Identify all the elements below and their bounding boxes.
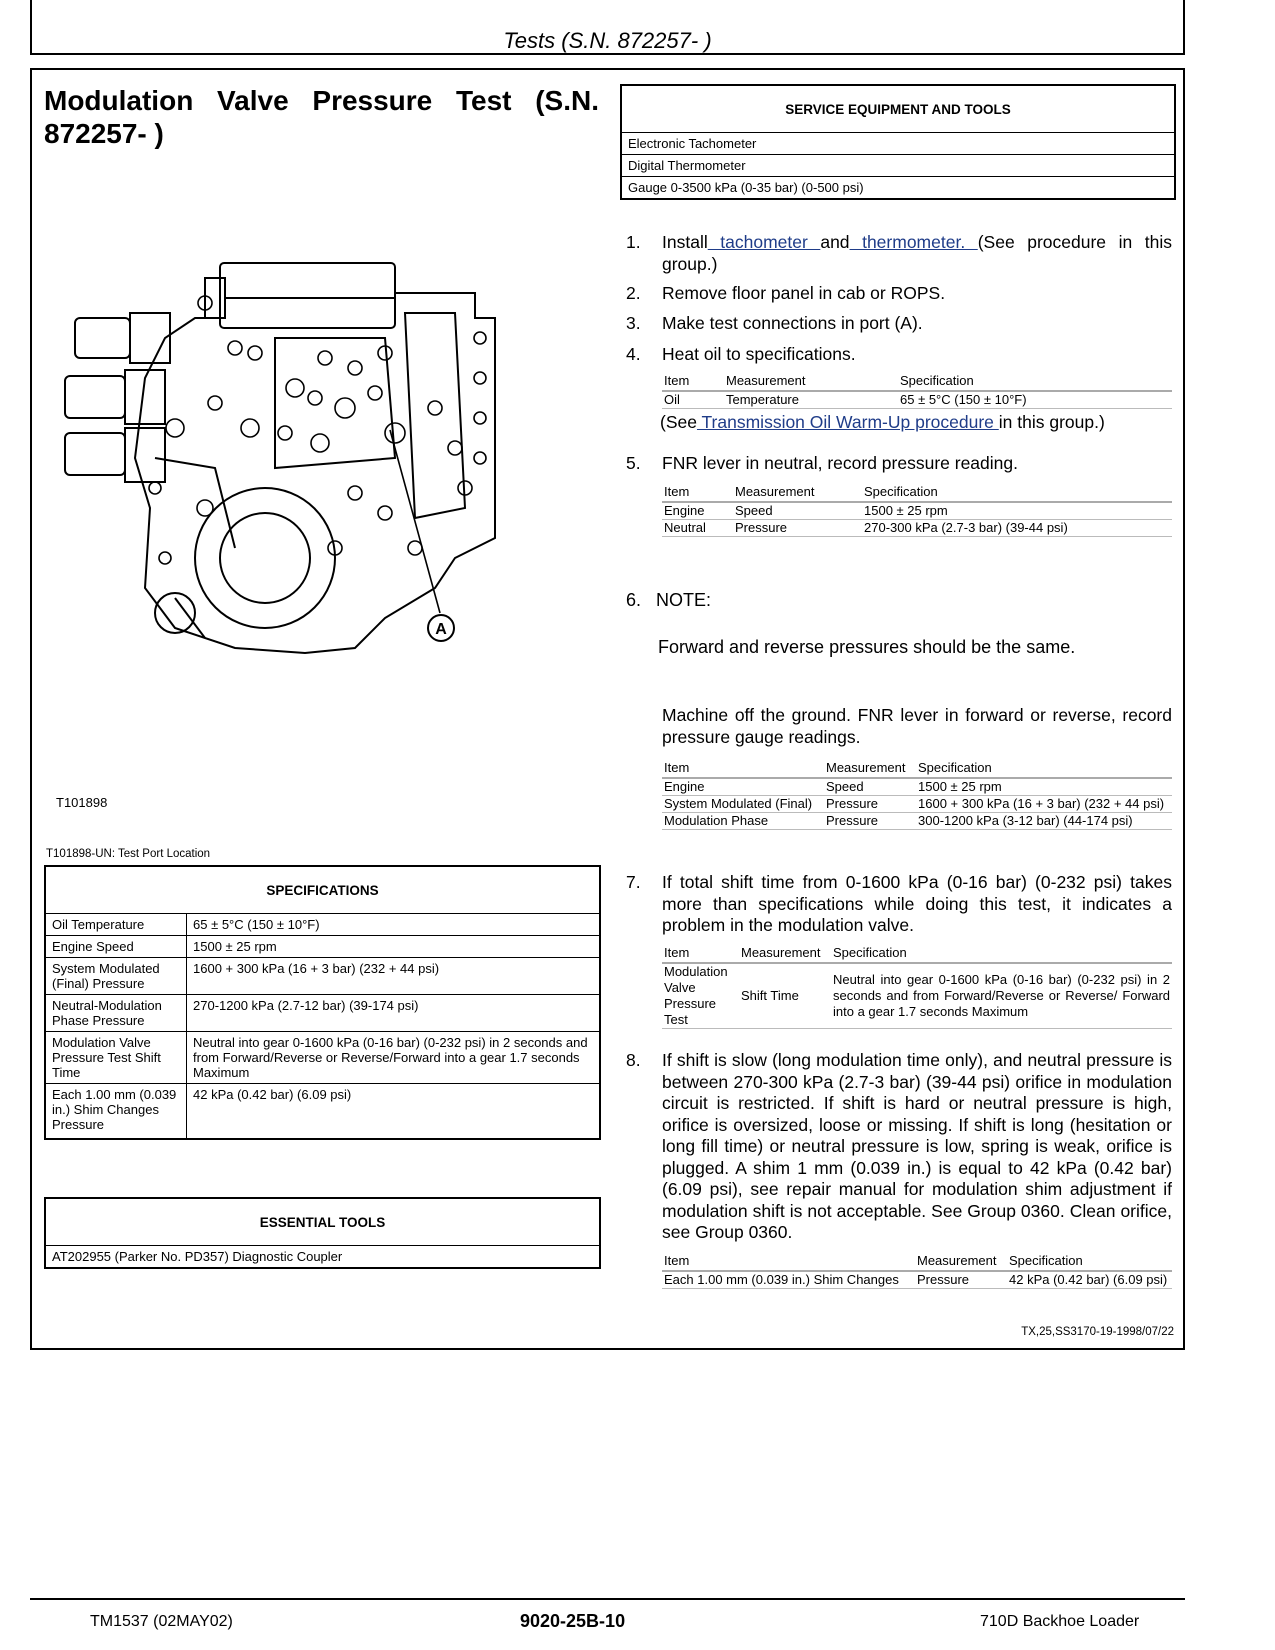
step-1	[626, 232, 1172, 275]
step-7	[626, 872, 1172, 937]
step-text: (See procedure in this group.)	[662, 232, 1172, 274]
valve-body-illustration	[55, 258, 525, 698]
step-number: 5.	[626, 453, 641, 473]
table-cell: 270-300 kPa (2.7-3 bar) (39-44 psi)	[864, 520, 1068, 535]
document-reference: TX,25,SS3170-19-1998/07/22	[1021, 1326, 1174, 1338]
spec-item: Engine Speed	[45, 936, 187, 958]
reference-text: (See	[660, 412, 697, 432]
table-cell: Shift Time	[741, 988, 799, 1003]
reference-text: in this group.)	[998, 412, 1105, 432]
step-number: 3.	[626, 313, 641, 333]
step-2	[626, 283, 1172, 305]
footer-page-number: 9020-25B-10	[520, 1611, 626, 1631]
col-header: Item	[664, 760, 690, 775]
col-header: Measurement	[917, 1253, 997, 1268]
spec-value: 1500 ± 25 rpm	[187, 936, 601, 958]
step-5	[626, 453, 1172, 475]
table-cell: Modulation Valve Pressure Test	[664, 964, 728, 1027]
col-header: Measurement	[735, 484, 815, 499]
table-cell: 65 ± 5°C (150 ± 10°F)	[900, 392, 1027, 407]
table-cell: Neutral	[664, 520, 706, 535]
col-header: Specification	[1009, 1253, 1083, 1268]
footer-machine-model: 710D Backhoe Loader	[980, 1613, 1140, 1630]
step-4	[626, 344, 1172, 366]
step-6-body	[626, 705, 1172, 748]
oil-temp-spec-table	[662, 373, 1172, 409]
step-text: FNR lever in neutral, record pressure reading.	[662, 453, 1018, 473]
service-tool-item: Electronic Tachometer	[621, 133, 1175, 155]
step-text: Heat oil to specifications.	[662, 344, 856, 364]
col-header: Item	[664, 945, 690, 960]
modulated-pressure-spec-table	[662, 760, 1172, 830]
spec-item: System Modulated (Final) Pressure	[45, 958, 187, 995]
spec-value: Neutral into gear 0-1600 kPa (0-16 bar) (0-232 psi) in 2 seconds and from Forward/Reverse or Reverse/Forward into a gear 1.7 seconds Maximum	[187, 1032, 601, 1084]
table-cell: Speed	[735, 503, 773, 518]
essential-tools-table	[44, 1197, 601, 1269]
table-cell: Pressure	[826, 796, 879, 811]
step-text: Install	[662, 232, 708, 252]
col-header: Item	[664, 484, 690, 499]
col-header: Specification	[900, 373, 974, 388]
step-text: If shift is slow (long modulation time only), and neutral pressure is between 270-300 kPa (2.7-3 bar) (39-44 psi) orifice in modulation circuit is restricted. If shift is hard or neutral pressure is high, orifice is oversized, loose or missing. If shift is long (hesitation or long fill time) or neutral pressure is low, spring is weak, orifice is plugged. A shim 1 mm (0.039 in.) is equal to 42 kPa (0.42 bar) (6.09 psi), see repair manual for modulation shim adjustment if modulation shift is not acceptable. See Group 0360. Clean orifice, see Group 0360.	[662, 1050, 1172, 1242]
table-cell: Each 1.00 mm (0.039 in.) Shim Changes	[664, 1272, 899, 1287]
step-number: 8.	[626, 1050, 641, 1070]
spec-value: 270-1200 kPa (2.7-12 bar) (39-174 psi)	[187, 995, 601, 1032]
table-cell: 1500 ± 25 rpm	[864, 503, 948, 518]
service-tool-item: Gauge 0-3500 kPa (0-35 bar) (0-500 psi)	[621, 177, 1175, 200]
step-number: 1.	[626, 232, 641, 252]
footer-manual-id: TM1537 (02MAY02)	[90, 1613, 233, 1630]
step-text: If total shift time from 0-1600 kPa (0-16 bar) (0-232 psi) takes more than specifications while doing this test, it indicates a problem in the modulation valve.	[662, 872, 1172, 935]
figure-id: T101898	[56, 795, 108, 810]
neutral-pressure-spec-table	[662, 484, 1172, 537]
table-cell: Oil	[664, 392, 680, 407]
col-header: Measurement	[726, 373, 806, 388]
table-cell: 1600 + 300 kPa (16 + 3 bar) (232 + 44 psi)	[918, 796, 1165, 811]
table-cell: Neutral into gear 0-1600 kPa (0-16 bar) (0-232 psi) in 2 seconds and from Forward/Reverse or Reverse/ Forward into a gear 1.7 seconds Maximum	[833, 972, 1170, 1019]
spec-value: 1600 + 300 kPa (16 + 3 bar) (232 + 44 psi)	[187, 958, 601, 995]
step-3	[626, 313, 1172, 335]
table-cell: Pressure	[826, 813, 879, 828]
figure-caption: T101898-UN: Test Port Location	[46, 848, 211, 860]
spec-value: 65 ± 5°C (150 ± 10°F)	[187, 914, 601, 936]
step-text: Make test connections in port (A).	[662, 313, 923, 333]
step-text: and	[820, 232, 850, 252]
col-header: Specification	[918, 760, 992, 775]
warmup-reference	[660, 412, 1105, 433]
specifications-table	[44, 865, 601, 1140]
note-label: NOTE:	[656, 590, 712, 610]
service-equipment-heading: SERVICE EQUIPMENT AND TOOLS	[621, 85, 1175, 133]
specifications-heading: SPECIFICATIONS	[45, 866, 600, 914]
col-header: Specification	[864, 484, 938, 499]
spec-item: Neutral-Modulation Phase Pressure	[45, 995, 187, 1032]
col-header: Measurement	[741, 945, 821, 960]
shift-time-spec-table	[662, 945, 1172, 1029]
page-title: Modulation Valve Pressure Test (S.N. 872257- )	[44, 85, 599, 149]
table-cell: 300-1200 kPa (3-12 bar) (44-174 psi)	[918, 813, 1133, 828]
spec-item: Each 1.00 mm (0.039 in.) Shim Changes Pressure	[45, 1084, 187, 1140]
spec-value: 42 kPa (0.42 bar) (6.09 psi)	[187, 1084, 601, 1140]
step-text: Remove floor panel in cab or ROPS.	[662, 283, 946, 303]
essential-tools-heading: ESSENTIAL TOOLS	[45, 1198, 600, 1246]
col-header: Specification	[833, 945, 907, 960]
table-cell: Engine	[664, 503, 705, 518]
table-cell: Temperature	[726, 392, 799, 407]
spec-item: Modulation Valve Pressure Test Shift Time	[45, 1032, 187, 1084]
spec-item: Oil Temperature	[45, 914, 187, 936]
table-cell: Modulation Phase	[664, 813, 769, 828]
step-8	[626, 1050, 1172, 1244]
table-cell: Pressure	[917, 1272, 970, 1287]
callout-a-label: A	[435, 621, 447, 638]
col-header: Item	[664, 373, 690, 388]
shim-spec-table	[662, 1253, 1172, 1289]
essential-tool-item: AT202955 (Parker No. PD357) Diagnostic Coupler	[45, 1246, 600, 1269]
step-6-number: 6.	[626, 590, 642, 610]
table-cell: 42 kPa (0.42 bar) (6.09 psi)	[1009, 1272, 1168, 1287]
tachometer-link[interactable]: tachometer	[707, 232, 821, 252]
col-header: Measurement	[826, 760, 906, 775]
table-cell: Engine	[664, 779, 705, 794]
thermometer-link[interactable]: thermometer.	[849, 232, 978, 252]
service-tool-item: Digital Thermometer	[621, 155, 1175, 177]
step-number: 7.	[626, 872, 641, 892]
step-text: Machine off the ground. FNR lever in forward or reverse, record pressure gauge readings.	[662, 705, 1172, 747]
step-number: 4.	[626, 344, 641, 364]
note-text: Forward and reverse pressures should be the same.	[658, 637, 1076, 657]
step-number: 2.	[626, 283, 641, 303]
footer-divider	[30, 1598, 1185, 1600]
service-equipment-table	[620, 84, 1176, 200]
table-cell: Pressure	[735, 520, 788, 535]
table-cell: 1500 ± 25 rpm	[918, 779, 1002, 794]
col-header: Item	[664, 1253, 690, 1268]
table-cell: Speed	[826, 779, 864, 794]
table-cell: System Modulated (Final)	[664, 796, 813, 811]
transmission-warmup-link[interactable]: Transmission Oil Warm-Up procedure	[696, 412, 999, 432]
section-header: Tests (S.N. 872257- )	[503, 28, 712, 53]
